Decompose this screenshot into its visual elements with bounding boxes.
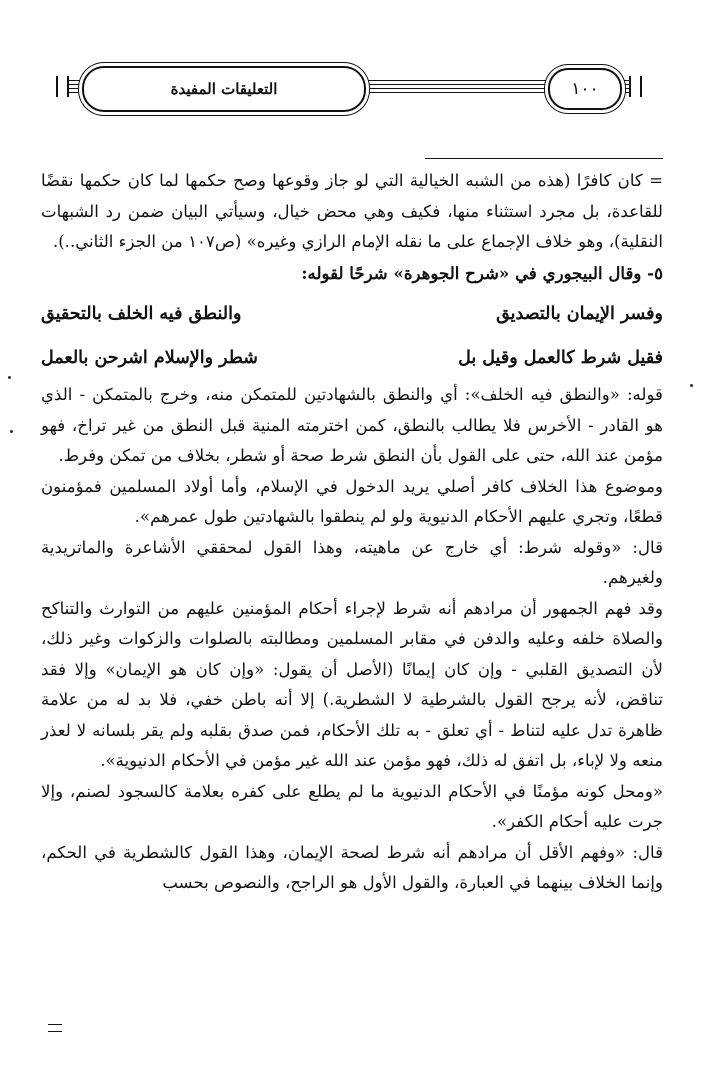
- verse-first-hemistich: فقيل شرط كالعمل وقيل بل: [458, 348, 663, 368]
- page-number-box: [548, 68, 622, 110]
- paragraph-continuation: = كان كافرًا (هذه من الشبه الخيالية التي لو جاز وقوعها وصح حكمها لما كان حكمها نقضًا للقاعدة، بل مجرد استثناء منها، فكيف وهي محض خيال، وسيأتي البيان ضمن رد الشبهات النقلية)، وهو خلاف الإجماع على ما نقله الإمام الرازي وغيره» (ص١٠٧ من الجزء الثاني..).: [41, 171, 663, 251]
- commentary-paragraph: وقد فهم الجمهور أن مرادهم أنه شرط لإجراء أحكام المؤمنين عليهم من التوارث والتناكح والصلاة خلفه وعليه والدفن في مقابر المسلمين ومطالبته بالصلوات والزكوات وغير ذلك، لأن التصديق القلبي - وإن كان إيمانًا (الأصل أن يقول: «وإن كان هو الإيمان» وإلا فقد تناقض، لأنه يرجح القول بالشرطية لا الشطرية.) إلا أنه باطن خفي، فلا بد له من علامة ظاهرة تدل عليه لتناط - أي تعلق - به تلك الأحكام، فمن صدق بقلبه ولم يقر بلسانه لا لعذر منعه ولا لإباء، بل اتفق له ذلك، فهو مؤمن عند الله غير مؤمن في الأحكام الدنيوية».: [41, 598, 663, 770]
- footnote-rule: [425, 158, 663, 159]
- page-header: [56, 62, 642, 116]
- section-heading: ٥- وقال البيجوري في «شرح الجوهرة» شرحًا لقوله:: [301, 262, 663, 283]
- poem-verse: [41, 342, 663, 374]
- commentary-paragraph: قوله: «والنطق فيه الخلف»: أي والنطق بالشهادتين للمتمكن منه، وخرج بالمتمكن - الذي هو القادر - الأخرس فلا يطالب بالنطق، كمن اخترمته المنية قبل النطق من غير تراخ، فهو مؤمن عند الله، حتى على القول بأن النطق شرط صحة أو شطر، بخلاف من تمكن وفرط.: [41, 385, 663, 465]
- poem-verse: [41, 298, 663, 330]
- running-title-box: [82, 66, 366, 112]
- commentary-paragraph: قال: «وفهم الأقل أن مرادهم أنه شرط لصحة الإيمان، وهذا القول كالشطرية في الحكم، وإنما الخلاف بينهما في العبارة، والقول الأول هو الراجح، والنصوص بحسب: [41, 842, 663, 892]
- page-body: [41, 166, 663, 899]
- margin-speck: [690, 384, 693, 387]
- header-end-cap: [629, 76, 642, 97]
- continuation-mark: [48, 1024, 62, 1032]
- verse-first-hemistich: وفسر الإيمان بالتصديق: [496, 304, 663, 324]
- margin-speck: [8, 376, 11, 379]
- page-number: ١٠٠: [571, 79, 599, 99]
- verse-second-hemistich: والنطق فيه الخلف بالتحقيق: [41, 304, 242, 324]
- commentary-paragraph: وموضوع هذا الخلاف كافر أصلي يريد الدخول في الإسلام، وأما أولاد المسلمين فمؤمنون قطعًا، وتجري عليهم الأحكام الدنيوية ولو لم ينطقوا بالشهادتين طول عمرهم».: [41, 476, 663, 526]
- verse-second-hemistich: شطر والإسلام اشرحن بالعمل: [41, 348, 258, 368]
- margin-speck: [10, 430, 13, 433]
- header-end-cap: [56, 76, 69, 97]
- running-title: التعليقات المفيدة: [170, 80, 278, 98]
- commentary-paragraph: قال: «وقوله شرط: أي خارج عن ماهيته، وهذا القول لمحققي الأشاعرة والماتريدية ولغيرهم.: [41, 537, 663, 587]
- commentary-paragraph: «ومحل كونه مؤمنًا في الأحكام الدنيوية ما لم يطلع على كفره بعلامة كالسجود لصنم، وإلا جرت عليه أحكام الكفر».: [41, 781, 663, 831]
